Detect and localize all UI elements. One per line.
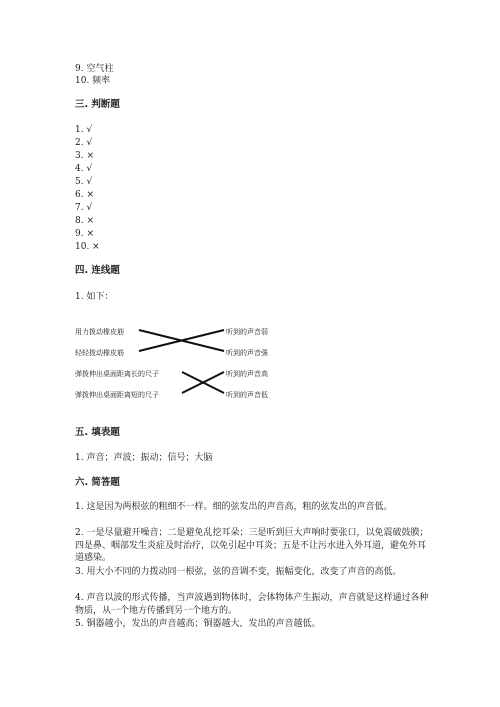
matching-intro: 1. 如下： xyxy=(75,292,114,302)
section-heading-short-answer: 六. 简答题 xyxy=(75,477,120,488)
short-answer-1: 1. 这是因为两根弦的粗细不一样。细的弦发出的声音高，粗的弦发出的声音低。 xyxy=(75,502,393,512)
fill-answer-9: 9. 空气柱 xyxy=(75,64,114,74)
match-right-1: 听到的声音弱 xyxy=(226,328,268,336)
judgment-item: 9. × xyxy=(75,229,94,239)
judgment-item: 3. × xyxy=(75,151,94,161)
match-left-2: 轻轻拨动橡皮筋 xyxy=(75,349,124,357)
short-answer-5: 5. 铜器越小，发出的声音越高；铜器越大，发出的声音越低。 xyxy=(75,619,321,629)
match-left-1: 用力拨动橡皮筋 xyxy=(75,328,124,336)
judgment-item: 4. √ xyxy=(75,164,93,174)
section-heading-matching: 四. 连线题 xyxy=(75,265,120,276)
judgment-item: 2. √ xyxy=(75,138,93,148)
short-answer-3: 3. 用大小不同的力拨动同一根弦，弦的音调不变，振幅变化，改变了声音的高低。 xyxy=(75,567,402,577)
short-answer-2: 2. 一是尽量避开噪音；二是避免乱挖耳朵；三是听到巨大声响时要张口，以免震破鼓膜；四是鼻、咽部发生炎症及时治疗，以免引起中耳炎；五是不让污水进入外耳道，避免外耳道感染。 xyxy=(75,528,429,563)
match-right-4: 听到的声音低 xyxy=(226,391,268,399)
match-right-3: 听到的声音高 xyxy=(226,370,268,378)
fill-table-answer: 1. 声音；声波；振动；信号；大脑 xyxy=(75,453,213,463)
match-left-4: 弹拨伸出桌面距离短的尺子 xyxy=(75,391,159,399)
judgment-item: 1. √ xyxy=(75,125,93,135)
judgment-item: 7. √ xyxy=(75,203,93,213)
judgment-item: 10. × xyxy=(75,242,100,252)
section-heading-judgment: 三. 判断题 xyxy=(75,99,120,110)
short-answer-4: 4. 声音以波的形式传播，当声波遇到物体时，会体物体产生振动，声音就是这样通过各种物质，从一个地方传播到另一个地方的。 xyxy=(75,593,429,616)
judgment-item: 6. × xyxy=(75,190,94,200)
section-heading-fill-table: 五. 填表题 xyxy=(75,427,120,438)
fill-answer-10: 10. 频率 xyxy=(75,76,111,86)
match-left-3: 弹拨伸出桌面距离长的尺子 xyxy=(75,370,159,378)
match-right-2: 听到的声音强 xyxy=(226,349,268,357)
judgment-item: 8. × xyxy=(75,216,94,226)
judgment-item: 5. √ xyxy=(75,177,93,187)
